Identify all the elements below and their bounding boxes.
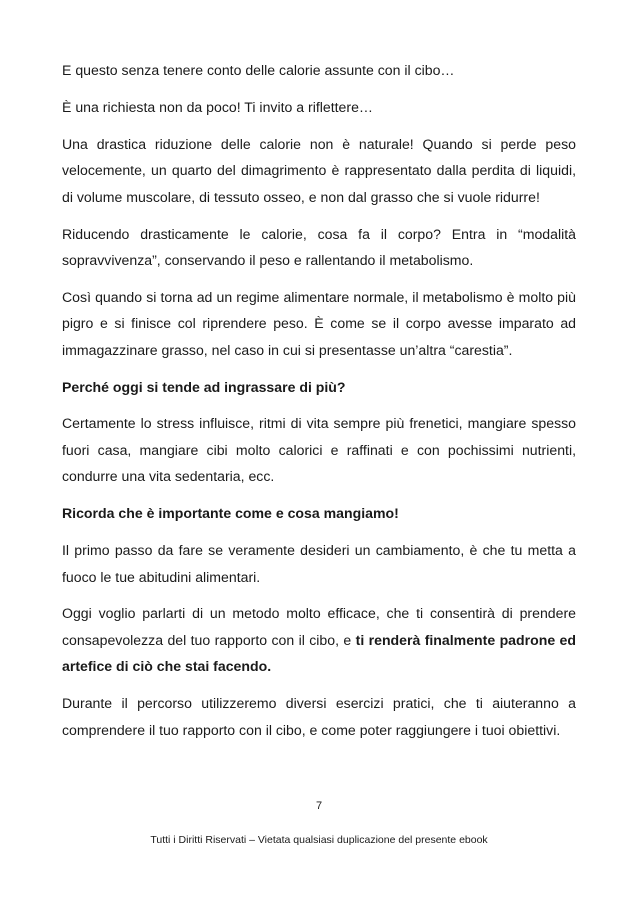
section-heading: Ricorda che è importante come e cosa mangiamo!: [62, 505, 399, 522]
footer-copyright: Tutti i Diritti Riservati – Vietata qualsiasi duplicazione del presente ebook: [150, 834, 488, 846]
paragraph: Durante il percorso utilizzeremo diversi esercizi pratici, che ti aiuteranno a comprendere il tuo rapporto con il cibo, e come poter raggiungere i tuoi obiettivi.: [62, 695, 576, 738]
paragraph: È una richiesta non da poco! Ti invito a riflettere…: [62, 98, 374, 115]
paragraph: Riducendo drasticamente le calorie, cosa fa il corpo? Entra in “modalità sopravvivenza”, conservando il peso e rallentando il metabolismo.: [62, 225, 576, 268]
paragraph: E questo senza tenere conto delle calorie assunte con il cibo…: [62, 62, 455, 78]
page-body: [62, 57, 576, 753]
paragraph-text: Oggi voglio parlarti di un metodo molto efficace, che ti consentirà di prendere consapevolezza del tuo rapporto con il cibo, e: [62, 605, 576, 648]
paragraph: Così quando si torna ad un regime alimentare normale, il metabolismo è molto più pigro e si finisce col riprendere peso. È come se il corpo avesse imparato ad immagazzinare grasso, nel caso in cui si presentasse un’altra “carestia”.: [62, 288, 576, 358]
paragraph: Una drastica riduzione delle calorie non è naturale! Quando si perde peso velocemente, un quarto del dimagrimento è rappresentato dalla perdita di liquidi, di volume muscolare, di tessuto osseo, e non dal grasso che si vuole ridurre!: [62, 135, 576, 205]
paragraph: Il primo passo da fare se veramente desideri un cambiamento, è che tu metta a fuoco le tue abitudini alimentari.: [62, 542, 576, 585]
page-number: 7: [315, 800, 323, 812]
section-heading: Perché oggi si tende ad ingrassare di più?: [62, 378, 346, 395]
paragraph: Certamente lo stress influisce, ritmi di vita sempre più frenetici, mangiare spesso fuori casa, mangiare cibi molto calorici e raffinati e con pochissimi nutrienti, condurre una vita sedentaria, ecc.: [62, 415, 576, 485]
paragraph: [62, 600, 576, 679]
emphasized-text: ti renderà finalmente padrone ed artefice di ciò che stai facendo.: [62, 631, 576, 675]
